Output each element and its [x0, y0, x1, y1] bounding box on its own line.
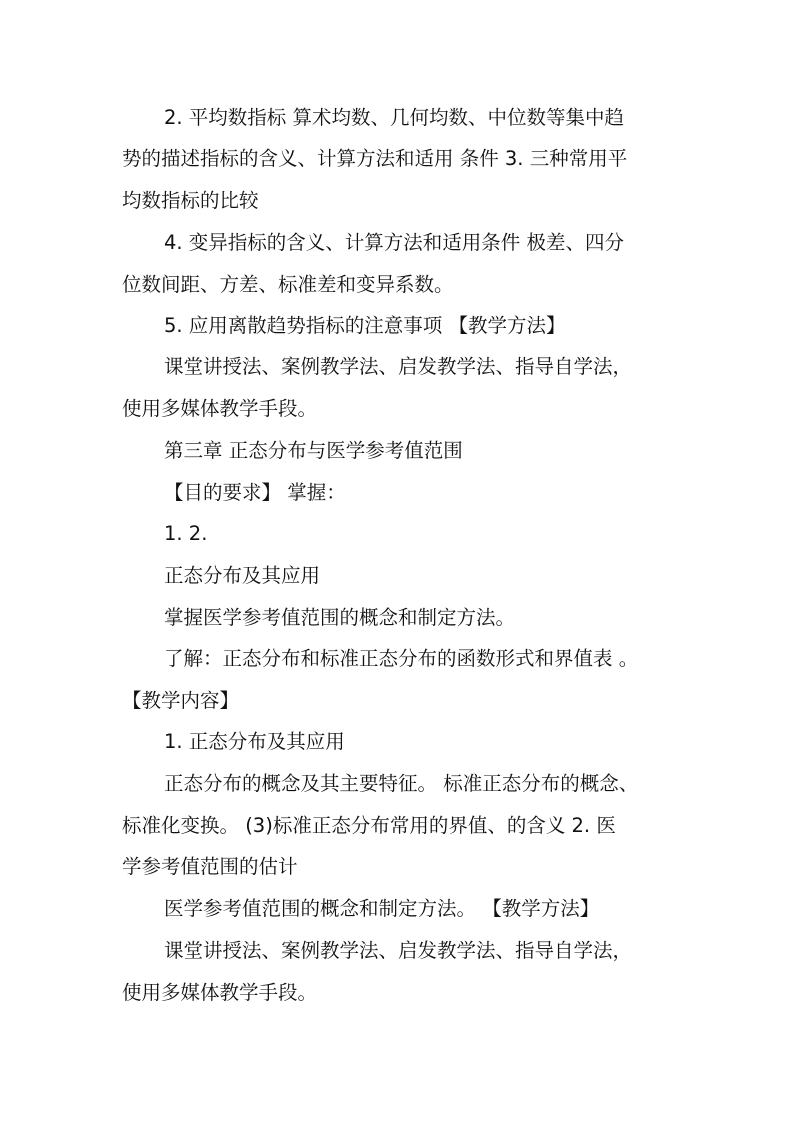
- text-line: 学参考值范围的估计: [122, 855, 298, 878]
- text-line: 使用多媒体教学手段。: [122, 981, 318, 1004]
- text-line: 均数指标的比较: [122, 189, 259, 212]
- text-line: 课堂讲授法、案例教学法、启发教学法、指导自学法，: [164, 355, 633, 378]
- text-line: 5. 应用离散趋势指标的注意事项 【教学方法】: [164, 314, 566, 337]
- text-line: 【目的要求】 掌握：: [164, 481, 346, 504]
- section-heading: 【教学内容】: [122, 689, 240, 712]
- chapter-heading: 第三章 正态分布与医学参考值范围: [164, 439, 463, 462]
- text-line: 掌握医学参考值范围的概念和制定方法。: [164, 606, 516, 629]
- text-line: 课堂讲授法、案例教学法、启发教学法、指导自学法，: [164, 939, 633, 962]
- text-line: 4. 变异指标的含义、计算方法和适用条件 极差、四分: [164, 231, 625, 254]
- text-line: 正态分布的概念及其主要特征。 标准正态分布的概念、: [164, 772, 639, 795]
- text-line: 了解：正态分布和标准正态分布的函数形式和界值表 。: [164, 647, 639, 670]
- text-line: 势的描述指标的含义、计算方法和适用 条件 3. 三种常用平: [122, 147, 628, 170]
- text-line: 医学参考值范围的概念和制定方法。 【教学方法】: [164, 897, 600, 920]
- text-line: 1. 正态分布及其应用: [164, 730, 345, 753]
- text-line: 使用多媒体教学手段。: [122, 397, 318, 420]
- text-line: 位数间距、方差、标准差和变异系数。: [122, 273, 454, 296]
- text-line: 2. 平均数指标 算术均数、几何均数、中位数等集中趋: [164, 106, 625, 129]
- text-line: 正态分布及其应用: [164, 564, 321, 587]
- text-line: 标准化变换。 (3)标准正态分布常用的界值、的含义 2. 医: [122, 814, 616, 837]
- text-line: 1. 2.: [164, 522, 208, 545]
